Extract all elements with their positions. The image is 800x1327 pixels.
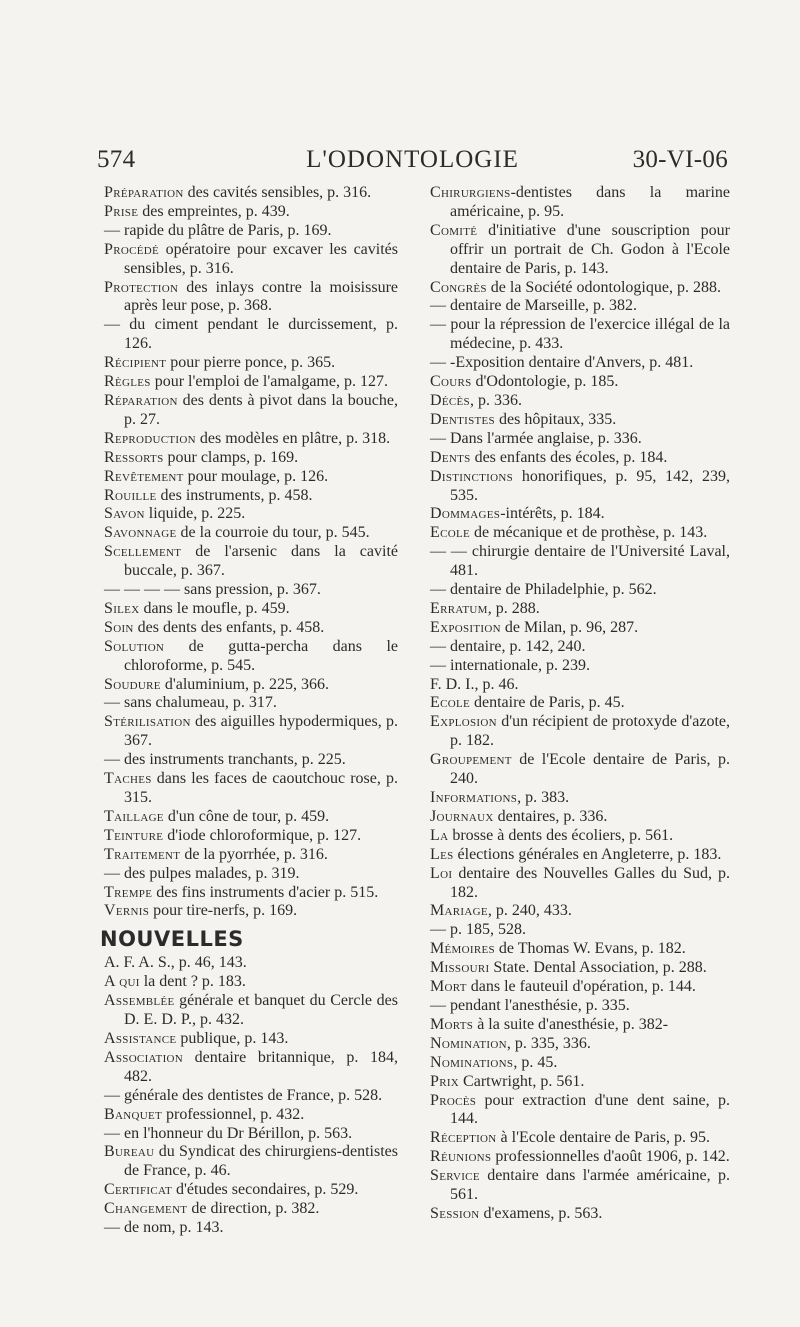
- entry-keyword: Procès: [430, 1091, 477, 1109]
- entry-text: dans le fauteuil d'opération, p. 144.: [466, 978, 696, 996]
- entry-keyword: Solution: [104, 637, 165, 655]
- entry-keyword: Ecole: [430, 694, 470, 712]
- index-entry: [430, 657, 730, 676]
- index-entry: [104, 619, 398, 638]
- index-entry: [104, 694, 398, 713]
- entry-text: — -Exposition dentaire d'Anvers, p. 481.: [430, 354, 694, 372]
- index-entry: [430, 373, 730, 392]
- entry-keyword: Les: [430, 845, 454, 863]
- entry-text: dentaire des Nouvelles Galles du Sud, p. 182.: [450, 864, 730, 901]
- entry-text: d'un cône de tour, p. 459.: [163, 807, 330, 825]
- index-entry: [430, 619, 730, 638]
- left-column: [100, 184, 398, 1238]
- entry-keyword: Rouille: [104, 486, 157, 504]
- entry-keyword: Prix: [430, 1072, 460, 1090]
- entry-keyword: Décès: [430, 391, 470, 409]
- index-entry: [430, 354, 730, 373]
- entry-text: à l'Ecole dentaire de Paris, p. 95.: [496, 1129, 711, 1147]
- entry-text: honorifiques, p. 95, 142, 239, 535.: [450, 467, 730, 504]
- entry-text: — du ciment pendant le durcissement, p. 126.: [104, 316, 398, 353]
- index-entry: [430, 468, 730, 506]
- index-entry: [430, 411, 730, 430]
- entry-text: d'études secondaires, p. 529.: [172, 1181, 359, 1199]
- entry-text: des dents à pivot dans la bouche, p. 27.: [124, 391, 398, 428]
- entry-text: des enfants des écoles, p. 184.: [470, 448, 668, 466]
- entry-text: dentaire britannique, p. 184, 482.: [124, 1048, 398, 1085]
- entry-text: élections générales en Angleterre, p. 183.: [453, 845, 722, 863]
- entry-text: des modèles en plâtre, p. 318.: [195, 429, 391, 447]
- entry-keyword: Banquet: [104, 1105, 162, 1123]
- right-column: [430, 184, 730, 1224]
- entry-keyword: La: [430, 826, 449, 844]
- index-entry: [104, 954, 398, 973]
- entry-keyword: Bureau: [104, 1143, 155, 1161]
- index-entry: [430, 865, 730, 903]
- entry-text: dans le moufle, p. 459.: [139, 599, 290, 617]
- index-entry: [430, 1054, 730, 1073]
- entry-text: — dentaire, p. 142, 240.: [430, 637, 586, 655]
- entry-text: de direction, p. 382.: [187, 1200, 320, 1218]
- entry-text: des dents des enfants, p. 458.: [133, 618, 325, 636]
- entry-keyword: Missouri: [430, 959, 490, 977]
- entry-text: , p. 335, 336.: [506, 1034, 591, 1052]
- entry-text: du Syndicat des chirurgiens-dentistes de France, p. 46.: [124, 1143, 398, 1180]
- entry-text: à la suite d'anesthésie, p. 382-: [473, 1015, 669, 1033]
- index-entry: [430, 959, 730, 978]
- entry-text: pour pierre ponce, p. 365.: [166, 354, 336, 372]
- entry-text: opératoire pour excaver les cavités sensibles, p. 316.: [124, 240, 398, 277]
- entry-keyword: Taches: [104, 770, 152, 788]
- index-entry: [430, 789, 730, 808]
- entry-keyword: Nomination: [430, 1034, 507, 1052]
- entry-text: de gutta-percha dans le chloroforme, p. 545.: [124, 637, 398, 674]
- entry-text: de la Société odontologique, p. 288.: [486, 278, 721, 296]
- index-entry: [430, 543, 730, 581]
- index-entry: [104, 770, 398, 808]
- entry-text: générale et banquet du Cercle des D. E. D. P., p. 432.: [124, 992, 398, 1029]
- entry-keyword: Mémoires: [430, 940, 495, 958]
- entry-text: — Dans l'armée anglaise, p. 336.: [430, 429, 642, 447]
- index-entry: [430, 524, 730, 543]
- index-entry: [104, 1087, 398, 1106]
- entry-keyword: Congrès: [430, 278, 487, 296]
- index-entry: [430, 1035, 730, 1054]
- entry-text: — — chirurgie dentaire de l'Université Laval, 481.: [430, 543, 730, 580]
- entry-text: — en l'honneur du Dr Bérillon, p. 563.: [104, 1124, 353, 1142]
- entry-text: — dentaire de Philadelphie, p. 562.: [430, 581, 657, 599]
- entry-text: de l'Ecole dentaire de Paris, p. 240.: [450, 751, 730, 788]
- index-entry: [104, 241, 398, 279]
- index-entry: [430, 676, 730, 695]
- entry-keyword: Informations: [430, 789, 518, 806]
- entry-keyword: Réunions: [430, 1148, 492, 1166]
- entry-text: — rapide du plâtre de Paris, p. 169.: [104, 221, 332, 239]
- index-entry: [430, 997, 730, 1016]
- index-entry: [430, 392, 730, 411]
- entry-keyword: Ecole: [430, 524, 470, 542]
- entry-keyword: Savon: [104, 505, 145, 523]
- index-entry: [104, 203, 398, 222]
- entry-keyword: Association: [104, 1048, 184, 1066]
- entry-keyword: Réception: [430, 1129, 497, 1147]
- index-entry: [430, 921, 730, 940]
- entry-keyword: Cours: [430, 373, 472, 391]
- index-entry: [430, 1016, 730, 1035]
- entry-text: , p. 288.: [487, 599, 540, 617]
- index-entry: [104, 373, 398, 392]
- index-entry: [104, 992, 398, 1030]
- index-entry: [104, 808, 398, 827]
- entry-keyword: Teinture: [104, 826, 164, 844]
- entry-keyword: Trempe: [104, 883, 153, 901]
- index-entry: [104, 505, 398, 524]
- index-entry: [430, 1129, 730, 1148]
- index-entry: [104, 1200, 398, 1219]
- entry-keyword: Distinctions: [430, 467, 513, 485]
- index-entry: [430, 600, 730, 619]
- index-entry: [104, 449, 398, 468]
- entry-keyword: Certificat: [104, 1181, 173, 1199]
- entry-keyword: Loi: [430, 864, 453, 882]
- entry-text: des aiguilles hypodermiques, p. 367.: [124, 713, 398, 750]
- index-entry: [104, 279, 398, 317]
- entry-keyword: Taillage: [104, 807, 164, 825]
- index-entry: [104, 676, 398, 695]
- entry-text: professionnelles d'août 1906, p. 142.: [491, 1148, 730, 1166]
- entry-keyword: Session: [430, 1204, 480, 1222]
- entry-keyword: Protection: [104, 278, 179, 296]
- entry-keyword: Stérilisation: [104, 713, 191, 731]
- entry-text: d'initiative d'une souscription pour offrir un portrait de Ch. Godon à l'Ecole dentaire de Paris, p. 143.: [450, 221, 730, 277]
- entry-text: des instruments, p. 458.: [156, 486, 313, 504]
- index-entry: [430, 222, 730, 279]
- entry-text: pour l'emploi de l'amalgame, p. 127.: [150, 373, 388, 391]
- entry-keyword: Journaux: [430, 807, 494, 825]
- entry-text: pour tire-nerfs, p. 169.: [149, 902, 298, 920]
- entry-text: — de nom, p. 143.: [104, 1219, 224, 1237]
- index-entry: [104, 600, 398, 619]
- entry-text: des hôpitaux, 335.: [494, 410, 617, 428]
- index-entry: [430, 279, 730, 298]
- index-entry: [430, 505, 730, 524]
- index-entry: [430, 846, 730, 865]
- entry-keyword: Reproduction: [104, 429, 196, 447]
- entry-text: — générale des dentistes de France, p. 528.: [104, 1086, 383, 1104]
- index-entry: [104, 827, 398, 846]
- entry-text: State. Dental Association, p. 288.: [489, 959, 707, 977]
- index-entry: [104, 1219, 398, 1238]
- entry-text: dentaire dans l'armée américaine, p. 561.: [450, 1167, 730, 1204]
- entry-text: de Thomas W. Evans, p. 182.: [494, 940, 686, 958]
- entry-text: de mécanique et de prothèse, p. 143.: [470, 524, 708, 542]
- entry-keyword: Assistance: [104, 1029, 177, 1047]
- index-entry: [430, 581, 730, 600]
- entry-text: pour clamps, p. 169.: [163, 448, 299, 466]
- entry-text: liquide, p. 225.: [144, 505, 246, 523]
- journal-title: L'ODONTOLOGIE: [306, 146, 519, 173]
- index-entry: [430, 449, 730, 468]
- entry-text: F. D. I., p. 46.: [430, 675, 519, 693]
- entry-keyword: Assemblée: [104, 992, 175, 1010]
- index-entry: [104, 751, 398, 770]
- index-entry: [104, 713, 398, 751]
- entry-text: — internationale, p. 239.: [430, 656, 590, 674]
- entry-keyword: Dommages: [430, 505, 501, 523]
- index-entry: [104, 581, 398, 600]
- index-entry: [430, 1073, 730, 1092]
- page-number: 574: [97, 146, 136, 173]
- entry-keyword: Ressorts: [104, 448, 164, 466]
- index-entry: [104, 184, 398, 203]
- entry-text: de l'arsenic dans la cavité buccale, p. 367.: [124, 543, 398, 580]
- entry-text: professionnel, p. 432.: [162, 1105, 305, 1123]
- index-entry: [430, 316, 730, 354]
- index-entry: [104, 638, 398, 676]
- index-entry: [430, 694, 730, 713]
- index-entry: [104, 1030, 398, 1049]
- entry-keyword: Prise: [104, 202, 139, 220]
- entry-keyword: Nominations: [430, 1053, 514, 1071]
- entry-keyword: Exposition: [430, 618, 501, 636]
- entry-text: des fins instruments d'acier p. 515.: [152, 883, 379, 901]
- index-entry: [430, 713, 730, 751]
- entry-text: -dentistes dans la marine américaine, p. 95.: [450, 184, 730, 220]
- entry-text: — dentaire de Marseille, p. 382.: [430, 297, 638, 315]
- entry-text: dans les faces de caoutchouc rose, p. 315.: [124, 770, 398, 806]
- index-entry: [430, 430, 730, 449]
- entry-text: des cavités sensibles, p. 316.: [183, 184, 372, 201]
- entry-keyword: Dentistes: [430, 410, 495, 428]
- index-entry: [104, 846, 398, 865]
- index-entry: [430, 978, 730, 997]
- entry-text: -intérêts, p. 184.: [500, 505, 605, 523]
- entry-keyword: Vernis: [104, 902, 150, 920]
- section-heading: NOUVELLES: [100, 927, 244, 952]
- index-entry: [430, 1167, 730, 1205]
- index-entry: [104, 884, 398, 903]
- entry-text: d'iode chloroformique, p. 127.: [163, 826, 362, 844]
- entry-keyword: Préparation: [104, 184, 184, 201]
- index-entry: [104, 468, 398, 487]
- entry-keyword: A qui: [104, 973, 140, 991]
- index-entry: [104, 354, 398, 373]
- index-entry: [430, 1148, 730, 1167]
- entry-text: d'aluminium, p. 225, 366.: [160, 675, 330, 693]
- index-entry: [104, 524, 398, 543]
- entry-keyword: Soin: [104, 618, 134, 636]
- entry-text: de la courroie du tour, p. 545.: [176, 524, 370, 542]
- entry-keyword: Récipient: [104, 354, 167, 372]
- entry-text: la dent ? p. 183.: [139, 973, 246, 991]
- index-entry: [430, 751, 730, 789]
- entry-text: pour moulage, p. 126.: [183, 467, 329, 485]
- entry-text: , p. 383.: [517, 789, 570, 806]
- entry-text: publique, p. 143.: [176, 1029, 289, 1047]
- index-entry: [430, 902, 730, 921]
- entry-keyword: Service: [430, 1167, 480, 1185]
- entry-text: de la pyorrhée, p. 316.: [180, 845, 328, 863]
- index-entry: [104, 865, 398, 884]
- entry-keyword: Erratum: [430, 599, 488, 617]
- index-entry: [104, 973, 398, 992]
- entry-text: — p. 185, 528.: [430, 921, 526, 939]
- entry-text: d'examens, p. 563.: [479, 1204, 603, 1222]
- entry-keyword: Traitement: [104, 845, 181, 863]
- entry-text: , p. 240, 433.: [487, 902, 572, 920]
- issue-date: 30-VI-06: [632, 146, 728, 173]
- entry-text: — des instruments tranchants, p. 225.: [104, 751, 346, 769]
- entry-text: d'un récipient de protoxyde d'azote, p. 182.: [450, 713, 730, 750]
- entry-keyword: Mariage: [430, 902, 488, 920]
- index-entry: [104, 1106, 398, 1125]
- page-header: [97, 146, 728, 180]
- entry-keyword: Procédé: [104, 240, 159, 258]
- entry-text: — des pulpes malades, p. 319.: [104, 864, 300, 882]
- index-entry: [104, 222, 398, 241]
- entry-keyword: Réparation: [104, 391, 178, 409]
- entry-keyword: Comité: [430, 221, 478, 239]
- entry-text: des inlays contre la moisissure après leur pose, p. 368.: [124, 278, 398, 315]
- index-entry: [104, 902, 398, 921]
- entry-text: brosse à dents des écoliers, p. 561.: [448, 826, 674, 844]
- entry-keyword: Mort: [430, 978, 467, 996]
- index-entry: [430, 1092, 730, 1130]
- entry-text: — sans chalumeau, p. 317.: [104, 694, 277, 712]
- entry-text: A. F. A. S., p. 46, 143.: [104, 954, 247, 972]
- entry-text: , p. 336.: [469, 391, 522, 409]
- entry-keyword: Règles: [104, 373, 151, 391]
- index-entry: [104, 487, 398, 506]
- entry-text: d'Odontologie, p. 185.: [471, 373, 619, 391]
- entry-text: Cartwright, p. 561.: [459, 1072, 585, 1090]
- entry-text: — pour la répression de l'exercice illégal de la médecine, p. 433.: [430, 316, 730, 353]
- entry-keyword: Dents: [430, 448, 471, 466]
- index-entry: [104, 316, 398, 354]
- index-entry: [104, 1049, 398, 1087]
- entry-keyword: Groupement: [430, 751, 512, 769]
- index-entry: [430, 827, 730, 846]
- entry-text: , p. 45.: [513, 1053, 558, 1071]
- entry-keyword: Savonnage: [104, 524, 177, 542]
- index-entry: [104, 543, 398, 581]
- entry-keyword: Explosion: [430, 713, 497, 731]
- index-entry: [104, 1125, 398, 1144]
- index-entry: [430, 940, 730, 959]
- index-entry: [104, 1181, 398, 1200]
- entry-text: — pendant l'anesthésie, p. 335.: [430, 996, 630, 1014]
- index-entry: [104, 392, 398, 430]
- entry-keyword: Revêtement: [104, 467, 184, 485]
- entry-text: dentaires, p. 336.: [493, 807, 608, 825]
- entry-keyword: Scellement: [104, 543, 182, 561]
- index-entry: [430, 297, 730, 316]
- index-entry: [430, 1205, 730, 1224]
- entry-text: pour extraction d'une dent saine, p. 144.: [450, 1091, 730, 1128]
- entry-text: des empreintes, p. 439.: [138, 202, 290, 220]
- entry-text: de Milan, p. 96, 287.: [500, 618, 639, 636]
- entry-keyword: Silex: [104, 599, 140, 617]
- index-entry: [104, 1143, 398, 1181]
- entry-keyword: Changement: [104, 1200, 188, 1218]
- entry-text: — — — — sans pression, p. 367.: [104, 581, 321, 599]
- index-entry: [104, 430, 398, 449]
- entry-keyword: Morts: [430, 1015, 474, 1033]
- index-entry: [430, 184, 730, 222]
- index-entry: [430, 808, 730, 827]
- entry-keyword: Chirurgiens: [430, 184, 511, 201]
- entry-keyword: Soudure: [104, 675, 161, 693]
- index-entry: [430, 638, 730, 657]
- entry-text: dentaire de Paris, p. 45.: [470, 694, 625, 712]
